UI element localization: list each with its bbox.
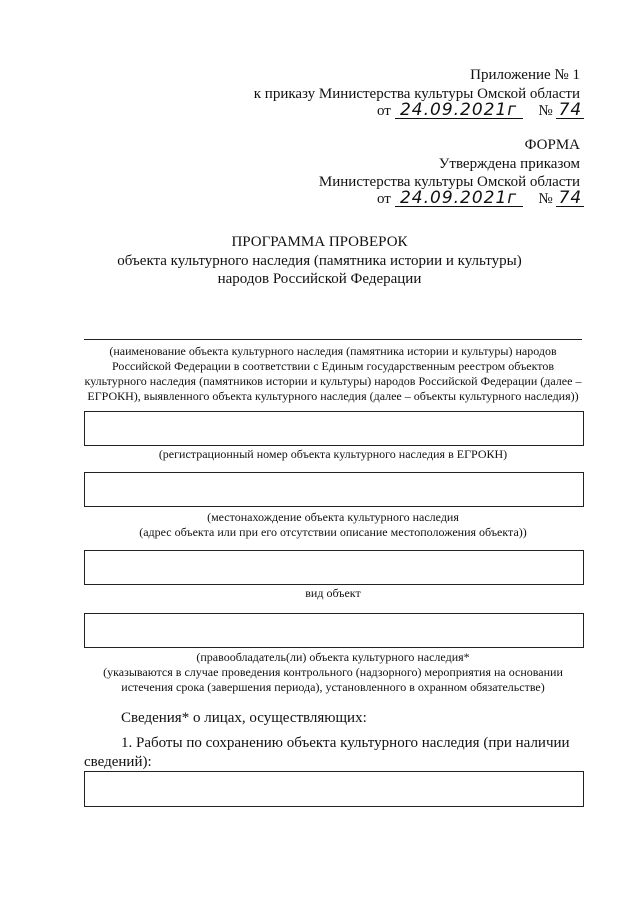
form-date-prefix: от [377, 191, 391, 207]
appendix-date-value: 24.09.2021г [395, 102, 523, 119]
owner-field[interactable] [84, 613, 584, 648]
name-caption-line: культурного наследия (памятников истории и культуры) народов Российской Федерации (далее – [84, 374, 582, 388]
info-item-1-cont: сведений): [84, 754, 152, 770]
form-date-line [377, 190, 584, 208]
owner-caption-line: (указываются в случае проведения контрольного (надзорного) мероприятия на основании [103, 665, 563, 679]
name-caption-line: (наименование объекта культурного наследия (памятника истории и культуры) народов [109, 344, 557, 358]
program-subtitle-line1: объекта культурного наследия (памятника истории и культуры) [117, 253, 522, 269]
appendix-date-prefix: от [377, 103, 391, 119]
name-underline [84, 339, 582, 340]
works-field[interactable] [84, 771, 584, 807]
location-caption-line: (адрес объекта или при его отсутствии описание местоположения объекта)) [139, 525, 527, 539]
name-caption-line: ЕГРОКН), выявленного объекта культурного наследия (далее – объекты культурного наследия)) [87, 389, 579, 403]
appendix-date-line [377, 102, 584, 120]
owner-caption-line: истечения срока (завершения периода), установленного в охранном обязательстве) [121, 680, 545, 694]
object-type-field[interactable] [84, 550, 584, 585]
object-type-caption: вид объект [305, 586, 361, 600]
info-heading: Сведения* о лицах, осуществляющих: [121, 710, 367, 726]
form-label: ФОРМА [524, 137, 580, 153]
form-number-prefix: № [538, 191, 553, 207]
form-ministry: Министерства культуры Омской области [318, 174, 580, 190]
appendix-order-line: к приказу Министерства культуры Омской области [253, 86, 580, 102]
location-field[interactable] [84, 472, 584, 507]
info-item-1: 1. Работы по сохранению объекта культурного наследия (при наличии [121, 735, 570, 751]
name-caption-line: Российской Федерации в соответствии с Единым государственным реестром объектов [111, 359, 555, 373]
form-approved: Утверждена приказом [438, 156, 580, 172]
location-caption [80, 510, 586, 540]
program-title: ПРОГРАММА ПРОВЕРОК [231, 234, 408, 250]
reg-number-field[interactable] [84, 411, 584, 446]
program-subtitle-line2: народов Российской Федерации [217, 271, 422, 287]
appendix-number-prefix: № [538, 103, 553, 119]
location-caption-line: (местонахождение объекта культурного наследия [207, 510, 459, 524]
owner-caption-line: (правообладатель(ли) объекта культурного наследия* [196, 650, 470, 664]
form-number-value: 74 [556, 190, 584, 207]
appendix-title: Приложение № 1 [470, 67, 580, 83]
form-date-value: 24.09.2021г [395, 190, 523, 207]
appendix-number-value: 74 [556, 102, 584, 119]
owner-caption [60, 650, 606, 695]
name-caption [80, 344, 586, 404]
reg-number-caption: (регистрационный номер объекта культурного наследия в ЕГРОКН) [158, 447, 508, 461]
